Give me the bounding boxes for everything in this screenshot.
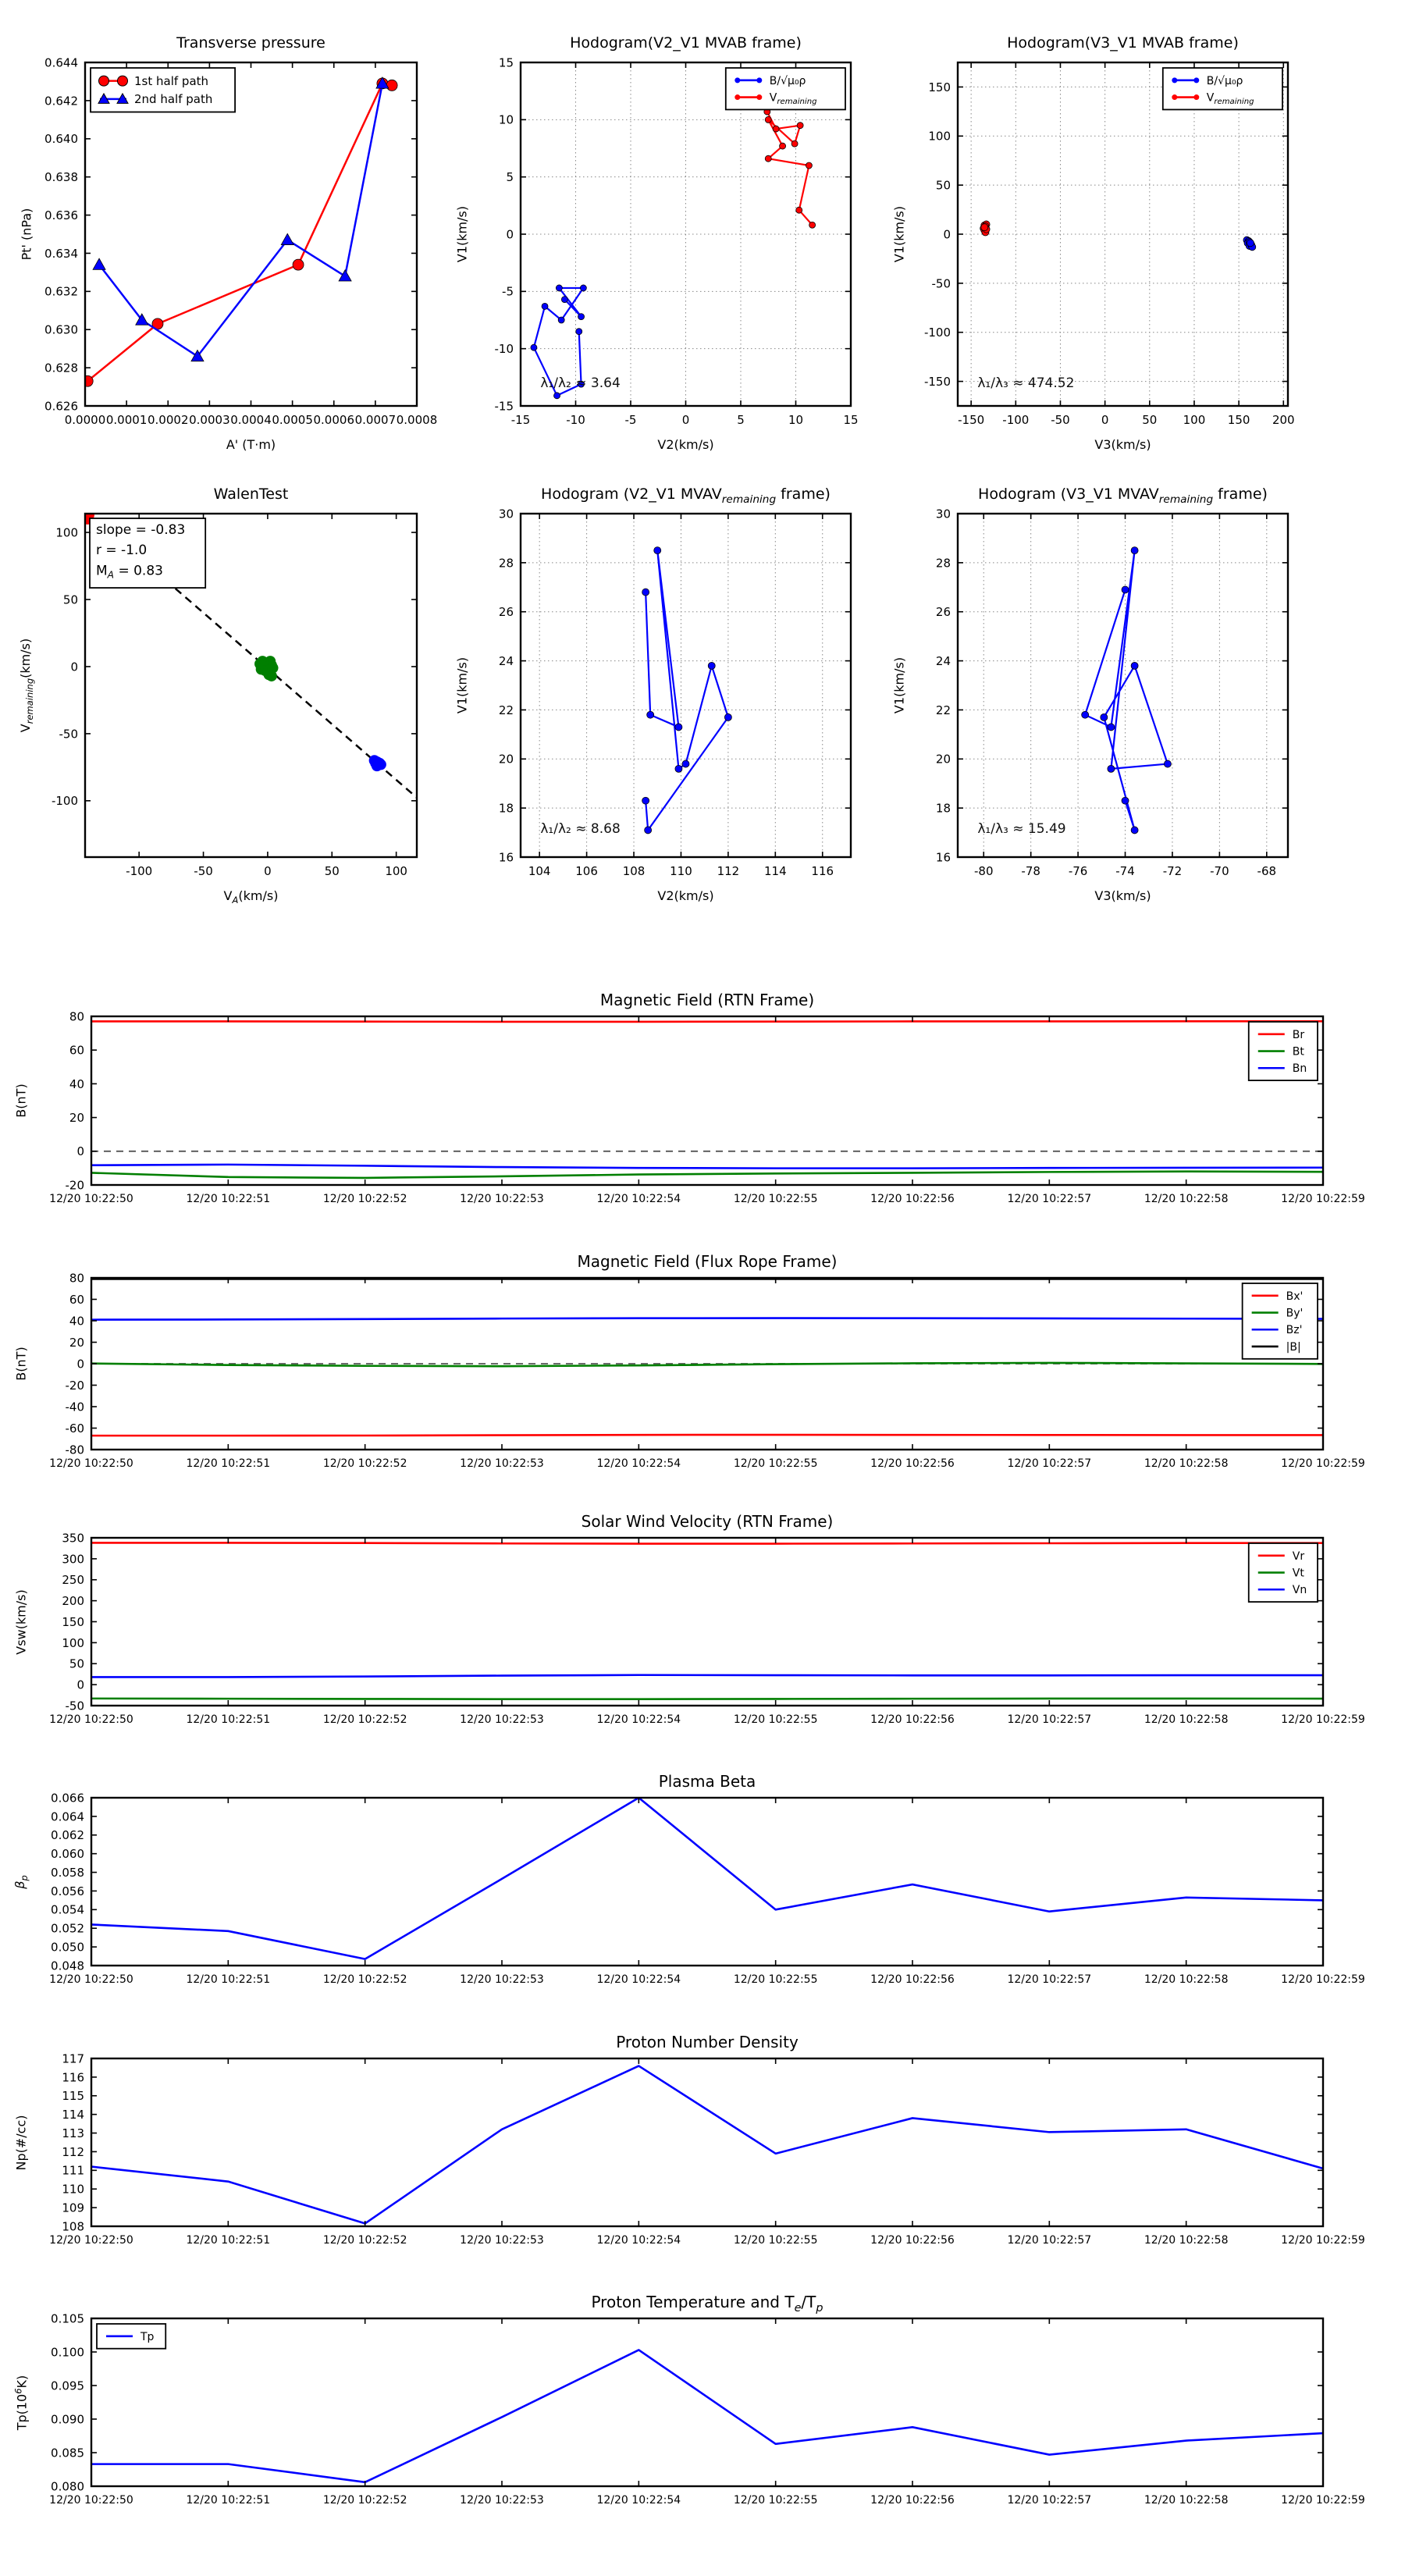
svg-text:0.054: 0.054 — [51, 1902, 84, 1917]
hodogram-v3v1-mvab-subplot — [891, 34, 1295, 452]
hodogram-v2v1-mvav-axes — [498, 507, 851, 878]
svg-text:110: 110 — [62, 2182, 84, 2197]
y-axis-label: V1(km/s) — [891, 205, 907, 263]
svg-text:150: 150 — [1227, 413, 1250, 427]
svg-text:12/20 10:22:54: 12/20 10:22:54 — [596, 2494, 681, 2507]
y-axis-label: Pt' (nPa) — [19, 208, 34, 261]
hodogram-v3v1-mvav-subplot — [891, 486, 1288, 903]
svg-text:-15: -15 — [494, 399, 514, 414]
svg-text:-100: -100 — [923, 326, 951, 340]
svg-text:112: 112 — [62, 2144, 84, 2159]
proton-temperature-subplot — [12, 2293, 1365, 2507]
hodogram-v3v1-mvav-axes — [935, 507, 1288, 878]
svg-text:0.058: 0.058 — [51, 1865, 84, 1880]
x-axis-label: A' (T·m) — [226, 437, 276, 452]
svg-text:18: 18 — [935, 801, 951, 816]
svg-text:B/√μ₀ρ: B/√μ₀ρ — [769, 74, 806, 87]
svg-text:0.0004: 0.0004 — [230, 413, 272, 427]
svg-text:12/20 10:22:53: 12/20 10:22:53 — [460, 2234, 544, 2247]
svg-text:116: 116 — [62, 2070, 84, 2085]
svg-text:0.626: 0.626 — [44, 399, 78, 414]
svg-text:-80: -80 — [973, 864, 994, 878]
svg-text:24: 24 — [935, 653, 951, 668]
chart-title: Hodogram(V3_V1 MVAB frame) — [1007, 34, 1239, 52]
svg-text:12/20 10:22:56: 12/20 10:22:56 — [870, 1973, 955, 1986]
svg-text:26: 26 — [498, 605, 514, 620]
svg-text:0: 0 — [1101, 413, 1109, 427]
svg-text:12/20 10:22:58: 12/20 10:22:58 — [1144, 1193, 1229, 1205]
svg-text:200: 200 — [1272, 413, 1295, 427]
svg-text:λ₁/λ₂ ≈ 3.64: λ₁/λ₂ ≈ 3.64 — [540, 375, 621, 391]
svg-text:5: 5 — [506, 170, 514, 185]
svg-text:-20: -20 — [65, 1178, 84, 1193]
svg-text:12/20 10:22:56: 12/20 10:22:56 — [870, 1713, 955, 1726]
proton-number-density-axes — [49, 2051, 1365, 2247]
svg-text:0.048: 0.048 — [51, 1959, 84, 1973]
x-axis-label: V2(km/s) — [657, 437, 714, 452]
svg-text:-50: -50 — [931, 276, 951, 291]
svg-text:Bt: Bt — [1292, 1045, 1304, 1059]
svg-text:12/20 10:22:50: 12/20 10:22:50 — [49, 1193, 133, 1205]
chart-title: Magnetic Field (RTN Frame) — [599, 991, 815, 1009]
svg-text:slope = -0.83: slope = -0.83 — [96, 521, 186, 538]
svg-text:λ₁/λ₃ ≈ 15.49: λ₁/λ₃ ≈ 15.49 — [977, 821, 1066, 838]
svg-text:110: 110 — [670, 864, 692, 878]
svg-text:0.636: 0.636 — [44, 208, 78, 222]
svg-text:12/20 10:22:55: 12/20 10:22:55 — [733, 2494, 818, 2507]
plasma-beta-axes — [49, 1791, 1365, 1986]
svg-text:50: 50 — [69, 1656, 84, 1671]
svg-text:20: 20 — [935, 752, 951, 767]
svg-text:12/20 10:22:53: 12/20 10:22:53 — [460, 1193, 544, 1205]
svg-text:12/20 10:22:58: 12/20 10:22:58 — [1144, 1457, 1229, 1470]
svg-text:2nd half path: 2nd half path — [134, 92, 213, 107]
svg-text:12/20 10:22:57: 12/20 10:22:57 — [1007, 1457, 1092, 1470]
svg-text:Bn: Bn — [1292, 1062, 1307, 1076]
svg-text:|B|: |B| — [1286, 1340, 1301, 1354]
svg-text:12/20 10:22:51: 12/20 10:22:51 — [186, 1713, 271, 1726]
svg-text:50: 50 — [62, 592, 78, 607]
y-axis-label: $V_{remaining}(km/s)$ — [17, 638, 36, 733]
chart-title: Transverse pressure — [176, 34, 325, 52]
svg-text:200: 200 — [62, 1594, 84, 1609]
svg-text:10: 10 — [788, 413, 804, 427]
svg-text:0.642: 0.642 — [44, 94, 78, 109]
svg-text:12/20 10:22:57: 12/20 10:22:57 — [1007, 1973, 1092, 1986]
svg-text:12/20 10:22:55: 12/20 10:22:55 — [733, 1193, 818, 1205]
chart-title: Hodogram(V2_V1 MVAB frame) — [570, 34, 802, 52]
y-axis-label: V1(km/s) — [891, 656, 907, 714]
svg-text:0: 0 — [70, 660, 78, 674]
svg-text:0.095: 0.095 — [51, 2379, 84, 2393]
svg-text:0.644: 0.644 — [44, 55, 78, 70]
svg-text:MA = 0.83: $M_A = 0.83$ — [96, 563, 163, 581]
hodogram-v3v1-mvab-axes — [923, 62, 1295, 427]
svg-text:Vremaining: $V_{remaining}$ — [1206, 91, 1254, 106]
svg-text:-10: -10 — [566, 413, 585, 427]
svg-text:12/20 10:22:51: 12/20 10:22:51 — [186, 2234, 271, 2247]
svg-text:-76: -76 — [1068, 864, 1088, 878]
svg-text:-68: -68 — [1257, 864, 1277, 878]
svg-text:0.0003: 0.0003 — [189, 413, 230, 427]
svg-text:12/20 10:22:54: 12/20 10:22:54 — [596, 1457, 681, 1470]
svg-text:300: 300 — [62, 1552, 84, 1567]
svg-text:115: 115 — [62, 2089, 84, 2104]
svg-text:12/20 10:22:52: 12/20 10:22:52 — [322, 1713, 407, 1726]
svg-text:0: 0 — [681, 413, 690, 427]
svg-text:-70: -70 — [1210, 864, 1229, 878]
chart-title: Proton Number Density — [616, 2033, 799, 2051]
svg-text:-100: -100 — [51, 794, 78, 809]
svg-text:111: 111 — [62, 2163, 84, 2178]
svg-text:18: 18 — [498, 801, 514, 816]
svg-text:0.0000: 0.0000 — [64, 413, 106, 427]
svg-text:16: 16 — [935, 850, 951, 865]
transverse-pressure-axes — [44, 55, 438, 427]
hodogram-v2v1-mvav-subplot — [454, 486, 851, 903]
svg-text:12/20 10:22:59: 12/20 10:22:59 — [1281, 2494, 1365, 2507]
svg-text:12/20 10:22:50: 12/20 10:22:50 — [49, 2234, 133, 2247]
svg-text:114: 114 — [62, 2108, 84, 2122]
svg-text:5: 5 — [737, 413, 745, 427]
svg-text:150: 150 — [62, 1614, 84, 1629]
svg-text:-10: -10 — [494, 342, 514, 357]
svg-text:0: 0 — [943, 227, 951, 242]
svg-text:20: 20 — [69, 1335, 84, 1350]
svg-text:100: 100 — [62, 1635, 84, 1650]
svg-text:0.050: 0.050 — [51, 1940, 84, 1955]
svg-text:12/20 10:22:55: 12/20 10:22:55 — [733, 1713, 818, 1726]
svg-text:10: 10 — [498, 112, 514, 127]
svg-text:0.060: 0.060 — [51, 1847, 84, 1862]
svg-text:12/20 10:22:59: 12/20 10:22:59 — [1281, 1457, 1365, 1470]
svg-text:12/20 10:22:56: 12/20 10:22:56 — [870, 2234, 955, 2247]
chart-title: Magnetic Field (Flux Rope Frame) — [577, 1252, 838, 1271]
svg-text:0.090: 0.090 — [51, 2412, 84, 2427]
svg-text:0.0002: 0.0002 — [148, 413, 189, 427]
svg-text:0.100: 0.100 — [51, 2345, 84, 2360]
y-axis-label: $\beta_p$ — [12, 1874, 30, 1889]
chart-title: Plasma Beta — [658, 1772, 756, 1791]
svg-text:60: 60 — [69, 1043, 84, 1058]
svg-text:12/20 10:22:53: 12/20 10:22:53 — [460, 1973, 544, 1986]
svg-text:40: 40 — [69, 1314, 84, 1329]
svg-text:12/20 10:22:57: 12/20 10:22:57 — [1007, 2494, 1092, 2507]
svg-text:12/20 10:22:54: 12/20 10:22:54 — [596, 1193, 681, 1205]
y-axis-label: $Tp(10^6K)$ — [12, 2375, 30, 2430]
svg-text:-150: -150 — [923, 374, 951, 389]
x-axis-label: V2(km/s) — [657, 888, 714, 903]
svg-text:12/20 10:22:55: 12/20 10:22:55 — [733, 1973, 818, 1986]
svg-text:0: 0 — [76, 1357, 84, 1372]
svg-text:100: 100 — [385, 864, 407, 878]
svg-text:12/20 10:22:57: 12/20 10:22:57 — [1007, 2234, 1092, 2247]
svg-text:-80: -80 — [65, 1443, 84, 1457]
svg-text:0.634: 0.634 — [44, 246, 78, 261]
svg-text:0: 0 — [76, 1678, 84, 1692]
svg-text:0.0001: 0.0001 — [105, 413, 148, 427]
svg-text:0.064: 0.064 — [51, 1809, 84, 1824]
svg-text:12/20 10:22:52: 12/20 10:22:52 — [322, 2234, 407, 2247]
svg-text:12/20 10:22:52: 12/20 10:22:52 — [322, 1973, 407, 1986]
svg-text:12/20 10:22:50: 12/20 10:22:50 — [49, 1457, 133, 1470]
svg-text:-100: -100 — [126, 864, 153, 878]
svg-text:0.640: 0.640 — [44, 132, 78, 147]
svg-text:12/20 10:22:53: 12/20 10:22:53 — [460, 2494, 544, 2507]
svg-text:Bz': Bz' — [1286, 1324, 1303, 1337]
svg-text:12/20 10:22:59: 12/20 10:22:59 — [1281, 1713, 1365, 1726]
svg-text:Vr: Vr — [1292, 1550, 1305, 1563]
svg-text:0: 0 — [506, 227, 514, 242]
svg-text:12/20 10:22:50: 12/20 10:22:50 — [49, 2494, 133, 2507]
svg-text:-78: -78 — [1021, 864, 1040, 878]
svg-text:20: 20 — [498, 752, 514, 767]
svg-text:Tp: Tp — [140, 2330, 155, 2343]
svg-text:12/20 10:22:57: 12/20 10:22:57 — [1007, 1193, 1092, 1205]
svg-text:12/20 10:22:54: 12/20 10:22:54 — [596, 1713, 681, 1726]
magnetic-field-flux-rope-subplot — [13, 1252, 1365, 1470]
svg-text:0.628: 0.628 — [44, 361, 78, 375]
svg-text:30: 30 — [935, 507, 951, 521]
svg-text:12/20 10:22:58: 12/20 10:22:58 — [1144, 2494, 1229, 2507]
svg-text:12/20 10:22:58: 12/20 10:22:58 — [1144, 2234, 1229, 2247]
y-axis-label: B(nT) — [13, 1083, 29, 1118]
chart-title: Solar Wind Velocity (RTN Frame) — [581, 1512, 834, 1531]
magnetic-field-flux-rope-axes — [49, 1271, 1365, 1470]
svg-text:40: 40 — [69, 1076, 84, 1091]
svg-text:50: 50 — [1142, 413, 1158, 427]
svg-text:12/20 10:22:55: 12/20 10:22:55 — [733, 2234, 818, 2247]
svg-text:Vn: Vn — [1292, 1584, 1307, 1597]
svg-text:350: 350 — [62, 1531, 84, 1546]
y-axis-label: V1(km/s) — [454, 205, 470, 263]
svg-text:0.052: 0.052 — [51, 1921, 84, 1936]
svg-text:12/20 10:22:58: 12/20 10:22:58 — [1144, 1713, 1229, 1726]
svg-text:0.062: 0.062 — [51, 1828, 84, 1843]
svg-text:26: 26 — [935, 605, 951, 620]
svg-text:-40: -40 — [65, 1400, 84, 1414]
solar-wind-velocity-subplot — [13, 1512, 1365, 1726]
svg-text:12/20 10:22:59: 12/20 10:22:59 — [1281, 1973, 1365, 1986]
proton-number-density-subplot — [13, 2033, 1365, 2247]
svg-text:0.0007: 0.0007 — [354, 413, 397, 427]
walen-test-axes — [51, 514, 417, 878]
svg-text:-15: -15 — [510, 413, 531, 427]
svg-text:250: 250 — [62, 1573, 84, 1588]
svg-text:-74: -74 — [1115, 864, 1135, 878]
x-axis-label: $V_A(km/s)$ — [223, 888, 279, 906]
svg-text:20: 20 — [69, 1111, 84, 1125]
chart-title: Proton Temperature and $T_e/T_p$ — [591, 2293, 823, 2314]
svg-text:By': By' — [1286, 1307, 1304, 1320]
svg-text:28: 28 — [935, 556, 951, 571]
svg-text:-5: -5 — [502, 284, 514, 299]
transverse-pressure-subplot — [19, 34, 438, 452]
y-axis-label: Np(#/cc) — [13, 2115, 29, 2170]
svg-text:-100: -100 — [1002, 413, 1030, 427]
svg-text:0.632: 0.632 — [44, 284, 78, 299]
svg-text:-150: -150 — [958, 413, 985, 427]
svg-text:112: 112 — [717, 864, 740, 878]
svg-text:12/20 10:22:54: 12/20 10:22:54 — [596, 2234, 681, 2247]
svg-text:12/20 10:22:50: 12/20 10:22:50 — [49, 1973, 133, 1986]
svg-text:108: 108 — [62, 2219, 84, 2234]
proton-temperature-axes — [49, 2311, 1365, 2507]
svg-text:108: 108 — [622, 864, 646, 878]
x-axis-label: V3(km/s) — [1094, 888, 1151, 903]
svg-text:λ₁/λ₂ ≈ 8.68: λ₁/λ₂ ≈ 8.68 — [540, 821, 621, 838]
svg-text:r = -1.0: r = -1.0 — [96, 543, 148, 559]
svg-text:106: 106 — [575, 864, 598, 878]
svg-text:150: 150 — [928, 80, 951, 94]
svg-text:12/20 10:22:51: 12/20 10:22:51 — [186, 1193, 271, 1205]
svg-text:12/20 10:22:58: 12/20 10:22:58 — [1144, 1973, 1229, 1986]
svg-text:113: 113 — [62, 2126, 84, 2140]
svg-text:Bx': Bx' — [1286, 1290, 1304, 1303]
svg-text:50: 50 — [935, 178, 951, 193]
hodogram-v2v1-mvab-subplot — [454, 34, 859, 452]
svg-text:16: 16 — [498, 850, 514, 865]
svg-text:12/20 10:22:52: 12/20 10:22:52 — [322, 1457, 407, 1470]
svg-text:Vt: Vt — [1292, 1567, 1304, 1580]
svg-text:12/20 10:22:51: 12/20 10:22:51 — [186, 2494, 271, 2507]
svg-text:80: 80 — [69, 1009, 84, 1024]
svg-text:60: 60 — [69, 1292, 84, 1307]
walen-test-subplot — [17, 486, 417, 906]
y-axis-label: B(nT) — [13, 1347, 29, 1381]
svg-text:12/20 10:22:51: 12/20 10:22:51 — [186, 1973, 271, 1986]
svg-text:12/20 10:22:51: 12/20 10:22:51 — [186, 1457, 271, 1470]
svg-text:24: 24 — [498, 653, 514, 668]
svg-text:λ₁/λ₃ ≈ 474.52: λ₁/λ₃ ≈ 474.52 — [977, 375, 1075, 391]
svg-text:12/20 10:22:56: 12/20 10:22:56 — [870, 2494, 955, 2507]
hodogram-v2v1-mvab-axes — [494, 55, 859, 427]
svg-text:-50: -50 — [65, 1699, 84, 1713]
svg-text:Vremaining: $V_{remaining}$ — [769, 91, 817, 106]
svg-text:15: 15 — [843, 413, 859, 427]
svg-text:Br: Br — [1292, 1028, 1305, 1041]
svg-text:22: 22 — [498, 703, 514, 717]
svg-text:0.105: 0.105 — [51, 2311, 84, 2326]
svg-text:-72: -72 — [1162, 864, 1183, 878]
svg-text:116: 116 — [811, 864, 834, 878]
svg-text:28: 28 — [498, 556, 514, 571]
svg-text:12/20 10:22:56: 12/20 10:22:56 — [870, 1193, 955, 1205]
svg-text:109: 109 — [62, 2201, 84, 2215]
svg-text:15: 15 — [498, 55, 514, 70]
svg-text:100: 100 — [55, 525, 78, 540]
svg-text:-5: -5 — [624, 413, 637, 427]
svg-text:12/20 10:22:50: 12/20 10:22:50 — [49, 1713, 133, 1726]
svg-text:0.056: 0.056 — [51, 1884, 84, 1898]
svg-text:12/20 10:22:52: 12/20 10:22:52 — [322, 2494, 407, 2507]
magnetic-field-rtn-subplot — [13, 991, 1365, 1205]
svg-text:0.066: 0.066 — [51, 1791, 84, 1806]
svg-text:100: 100 — [928, 129, 951, 144]
svg-text:0.0006: 0.0006 — [313, 413, 354, 427]
svg-text:22: 22 — [935, 703, 951, 717]
svg-text:1st half path: 1st half path — [134, 73, 209, 88]
svg-text:0.630: 0.630 — [44, 322, 78, 337]
svg-text:0.0008: 0.0008 — [396, 413, 438, 427]
y-axis-label: Vsw(km/s) — [13, 1589, 29, 1655]
svg-text:0.638: 0.638 — [44, 170, 78, 185]
svg-text:117: 117 — [62, 2051, 84, 2066]
svg-text:12/20 10:22:55: 12/20 10:22:55 — [733, 1457, 818, 1470]
svg-text:B/√μ₀ρ: B/√μ₀ρ — [1206, 74, 1243, 87]
chart-title: Hodogram (V2_V1 $MVAV_{remaining}$ frame) — [541, 486, 831, 506]
svg-text:0: 0 — [76, 1144, 84, 1159]
svg-text:12/20 10:22:52: 12/20 10:22:52 — [322, 1193, 407, 1205]
y-axis-label: V1(km/s) — [454, 656, 470, 714]
svg-text:-50: -50 — [194, 864, 213, 878]
svg-text:0: 0 — [264, 864, 272, 878]
x-axis-label: V3(km/s) — [1094, 437, 1151, 452]
solar-wind-velocity-axes — [49, 1531, 1365, 1726]
svg-text:100: 100 — [1183, 413, 1206, 427]
svg-text:12/20 10:22:59: 12/20 10:22:59 — [1281, 1193, 1365, 1205]
svg-text:12/20 10:22:54: 12/20 10:22:54 — [596, 1973, 681, 1986]
svg-text:104: 104 — [528, 864, 551, 878]
svg-text:-50: -50 — [1051, 413, 1070, 427]
magnetic-field-rtn-axes — [49, 1009, 1365, 1205]
chart-title: Hodogram (V3_V1 $MVAV_{remaining}$ frame) — [978, 486, 1268, 506]
svg-text:-20: -20 — [65, 1378, 84, 1393]
svg-text:-50: -50 — [59, 727, 78, 742]
svg-text:30: 30 — [498, 507, 514, 521]
svg-text:12/20 10:22:53: 12/20 10:22:53 — [460, 1713, 544, 1726]
svg-text:80: 80 — [69, 1271, 84, 1286]
svg-text:12/20 10:22:59: 12/20 10:22:59 — [1281, 2234, 1365, 2247]
svg-text:-60: -60 — [65, 1421, 84, 1436]
plasma-beta-subplot — [12, 1772, 1365, 1986]
svg-text:12/20 10:22:53: 12/20 10:22:53 — [460, 1457, 544, 1470]
svg-text:12/20 10:22:57: 12/20 10:22:57 — [1007, 1713, 1092, 1726]
svg-text:0.080: 0.080 — [51, 2479, 84, 2494]
svg-text:0.085: 0.085 — [51, 2446, 84, 2460]
svg-text:12/20 10:22:56: 12/20 10:22:56 — [870, 1457, 955, 1470]
svg-text:50: 50 — [324, 864, 340, 878]
svg-text:114: 114 — [763, 864, 787, 878]
svg-text:0.0005: 0.0005 — [272, 413, 313, 427]
chart-title: WalenTest — [213, 486, 289, 503]
